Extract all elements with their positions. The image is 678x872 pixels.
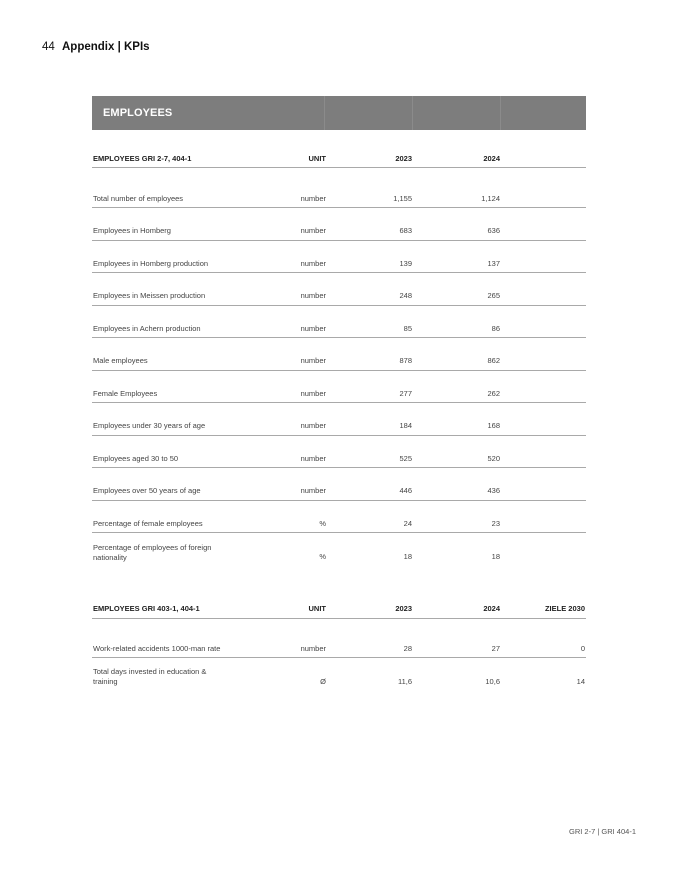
row-2024: 10,6 <box>485 677 500 686</box>
table-row <box>92 658 586 692</box>
row-unit: number <box>300 356 326 365</box>
header-2024: 2024 <box>483 154 500 163</box>
employees-table <box>92 150 586 567</box>
header-2024: 2024 <box>483 604 500 613</box>
row-2023: 28 <box>403 644 412 653</box>
row-2024: 1,124 <box>481 194 500 203</box>
row-2024: 436 <box>487 486 500 495</box>
table-row <box>92 533 586 567</box>
row-2023: 878 <box>399 356 412 365</box>
row-unit: Ø <box>320 677 326 686</box>
row-2024: 168 <box>487 421 500 430</box>
row-2024: 265 <box>487 291 500 300</box>
row-2024: 520 <box>487 453 500 463</box>
table-header-row <box>92 600 586 619</box>
table-row <box>92 208 586 241</box>
row-label: Percentage of female employees <box>93 518 203 528</box>
row-label: Work-related accidents 1000-man rate <box>93 644 221 653</box>
employees-safety-table <box>92 600 586 692</box>
table-row <box>92 403 586 436</box>
table-row <box>92 501 586 534</box>
row-label-line: Percentage of employees of foreign <box>93 543 212 552</box>
table-row <box>92 241 586 274</box>
row-label: Employees in Homberg <box>93 226 171 235</box>
row-unit: number <box>300 226 326 235</box>
row-2023: 184 <box>399 421 412 430</box>
row-2023: 139 <box>399 258 412 268</box>
row-label: Employees in Achern production <box>93 323 201 333</box>
row-2024: 262 <box>487 388 500 398</box>
row-2024: 137 <box>487 258 500 268</box>
page-number: 44 <box>42 41 55 53</box>
table-row <box>92 371 586 404</box>
row-unit: number <box>300 194 326 203</box>
row-2024: 18 <box>491 552 500 561</box>
page-title: Appendix | KPIs <box>62 41 150 53</box>
row-label: Male employees <box>93 356 148 365</box>
header-label: EMPLOYEES GRI 2-7, 404-1 <box>93 154 192 163</box>
row-label-line: Total days invested in education & <box>93 667 207 676</box>
row-label-line: training <box>93 676 118 686</box>
row-unit: number <box>300 486 326 495</box>
section-banner <box>92 96 586 130</box>
row-2023: 1,155 <box>393 194 412 203</box>
row-2023: 525 <box>399 453 412 463</box>
row-2023: 446 <box>399 486 412 495</box>
row-2023: 85 <box>403 323 412 333</box>
row-label: Employees in Homberg production <box>93 258 209 268</box>
table-row <box>92 436 586 469</box>
row-2024: 23 <box>491 518 500 528</box>
row-unit: number <box>300 644 326 653</box>
row-unit: number <box>300 421 326 430</box>
row-2023: 24 <box>403 518 412 528</box>
row-label: Employees in Meissen production <box>93 291 206 300</box>
row-label: Employees over 50 years of age <box>93 486 201 495</box>
table-row <box>92 338 586 371</box>
row-label: Female Employees <box>93 388 158 398</box>
row-2023: 248 <box>399 291 412 300</box>
page-header <box>42 41 150 53</box>
header-target-2030: ZIELE 2030 <box>544 604 585 613</box>
row-2024: 86 <box>491 323 500 333</box>
row-target-2030: 14 <box>576 677 585 686</box>
section-title: EMPLOYEES <box>103 107 173 119</box>
row-unit: number <box>300 258 326 268</box>
banner-divider <box>500 96 501 130</box>
row-2023: 11,6 <box>397 677 412 686</box>
header-unit: UNIT <box>308 154 326 163</box>
row-2024: 636 <box>487 226 500 235</box>
row-target-2030: 0 <box>580 644 585 653</box>
header-2023: 2023 <box>395 154 412 163</box>
page-footer: GRI 2-7 | GRI 404-1 <box>569 827 636 836</box>
table-row <box>92 619 586 658</box>
row-label: Employees aged 30 to 50 <box>93 453 179 463</box>
row-unit: number <box>300 453 326 463</box>
row-unit: % <box>319 518 326 528</box>
row-unit: number <box>300 291 326 300</box>
header-2023: 2023 <box>395 604 412 613</box>
row-label <box>93 543 253 562</box>
table-row <box>92 306 586 339</box>
row-unit: number <box>300 388 326 398</box>
row-2023: 18 <box>403 552 412 561</box>
table-header-row <box>92 150 586 168</box>
table-row <box>92 273 586 306</box>
row-label: Employees under 30 years of age <box>93 421 206 430</box>
row-unit: % <box>319 552 326 561</box>
row-2024: 27 <box>491 644 500 653</box>
table-row <box>92 468 586 501</box>
header-label: EMPLOYEES GRI 403-1, 404-1 <box>93 604 200 613</box>
table-row <box>92 168 586 208</box>
row-2023: 683 <box>399 226 412 235</box>
banner-divider <box>412 96 413 130</box>
row-2024: 862 <box>487 356 500 365</box>
row-label-line: nationality <box>93 552 127 562</box>
row-label: Total number of employees <box>93 194 184 203</box>
row-2023: 277 <box>399 388 412 398</box>
header-unit: UNIT <box>308 604 326 613</box>
banner-divider <box>324 96 325 130</box>
row-unit: number <box>300 323 326 333</box>
row-label <box>93 667 253 686</box>
